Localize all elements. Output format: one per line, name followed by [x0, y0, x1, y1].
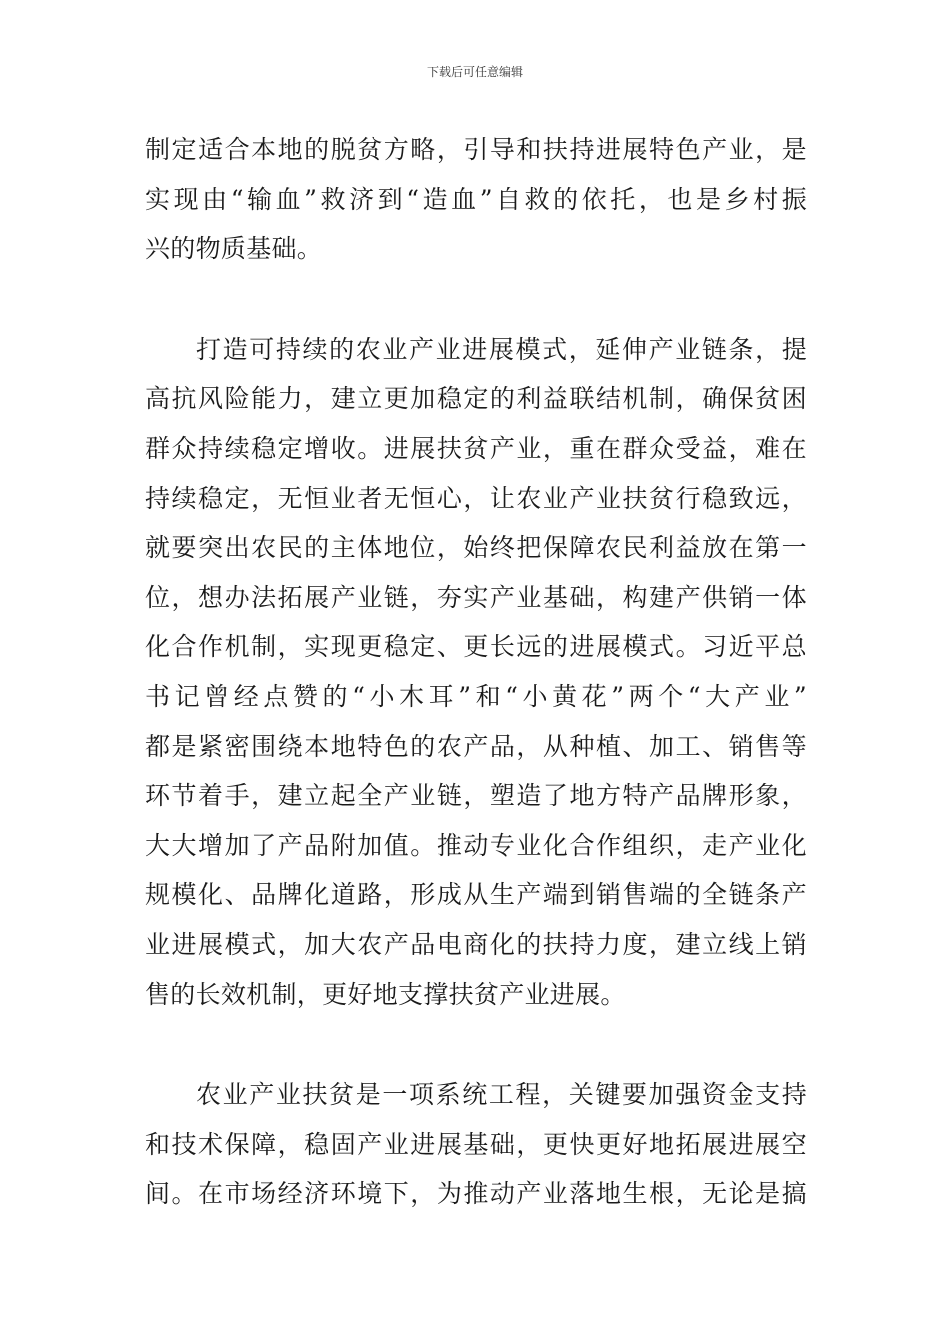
- text-line: 就要突出农民的主体地位，始终把保障农民利益放在第一: [145, 533, 807, 563]
- text-line: 业进展模式，加大农产品电商化的扶持力度，建立线上销: [145, 929, 807, 959]
- text-line: 群众持续稳定增收。进展扶贫产业，重在群众受益，难在: [145, 433, 807, 463]
- paragraph-2: [145, 325, 807, 1019]
- text-line: 大大增加了产品附加值。推动专业化合作组织，走产业化: [145, 830, 807, 860]
- text-line: 售的长效机制，更好地支撑扶贫产业进展。: [145, 979, 626, 1009]
- paragraph-spacer: [145, 274, 807, 325]
- text-line: 高抗风险能力，建立更加稳定的利益联结机制，确保贫困: [145, 384, 807, 414]
- text-line: 位，想办法拓展产业链，夯实产业基础，构建产供销一体: [145, 582, 807, 612]
- paragraph-3: [145, 1070, 807, 1219]
- text-line: 都是紧密围绕本地特色的农产品，从种植、加工、销售等: [145, 731, 807, 761]
- text-line: 制定适合本地的脱贫方略，引导和扶持进展特色产业，是: [145, 135, 807, 164]
- page-header-note: 下载后可任意编辑: [426, 65, 523, 79]
- text-line: 化合作机制，实现更稳定、更长远的进展模式。习近平总: [145, 632, 807, 662]
- paragraph-1: [145, 125, 807, 274]
- text-line: 打造可持续的农业产业进展模式，延伸产业链条，提: [196, 334, 807, 364]
- text-line: 和技术保障，稳固产业进展基础，更快更好地拓展进展空: [145, 1129, 807, 1159]
- text-line: 书记曾经点赞的“小木耳”和“小黄花”两个“大产业”: [145, 681, 807, 711]
- text-line: 规模化、品牌化道路，形成从生产端到销售端的全链条产: [145, 880, 807, 910]
- text-line: 实现由“输血”救济到“造血”自救的依托，也是乡村振: [145, 184, 807, 214]
- paragraph-spacer: [145, 1019, 807, 1070]
- document-body: [145, 125, 807, 1219]
- text-line: 农业产业扶贫是一项系统工程，关键要加强资金支持: [196, 1080, 807, 1110]
- text-line: 环节着手，建立起全产业链，塑造了地方特产品牌形象，: [145, 781, 807, 811]
- text-line: 持续稳定，无恒业者无恒心，让农业产业扶贫行稳致远，: [145, 483, 807, 513]
- text-line: 兴的物质基础。: [145, 234, 323, 264]
- text-line: 间。在市场经济环境下，为推动产业落地生根，无论是搞: [145, 1179, 807, 1209]
